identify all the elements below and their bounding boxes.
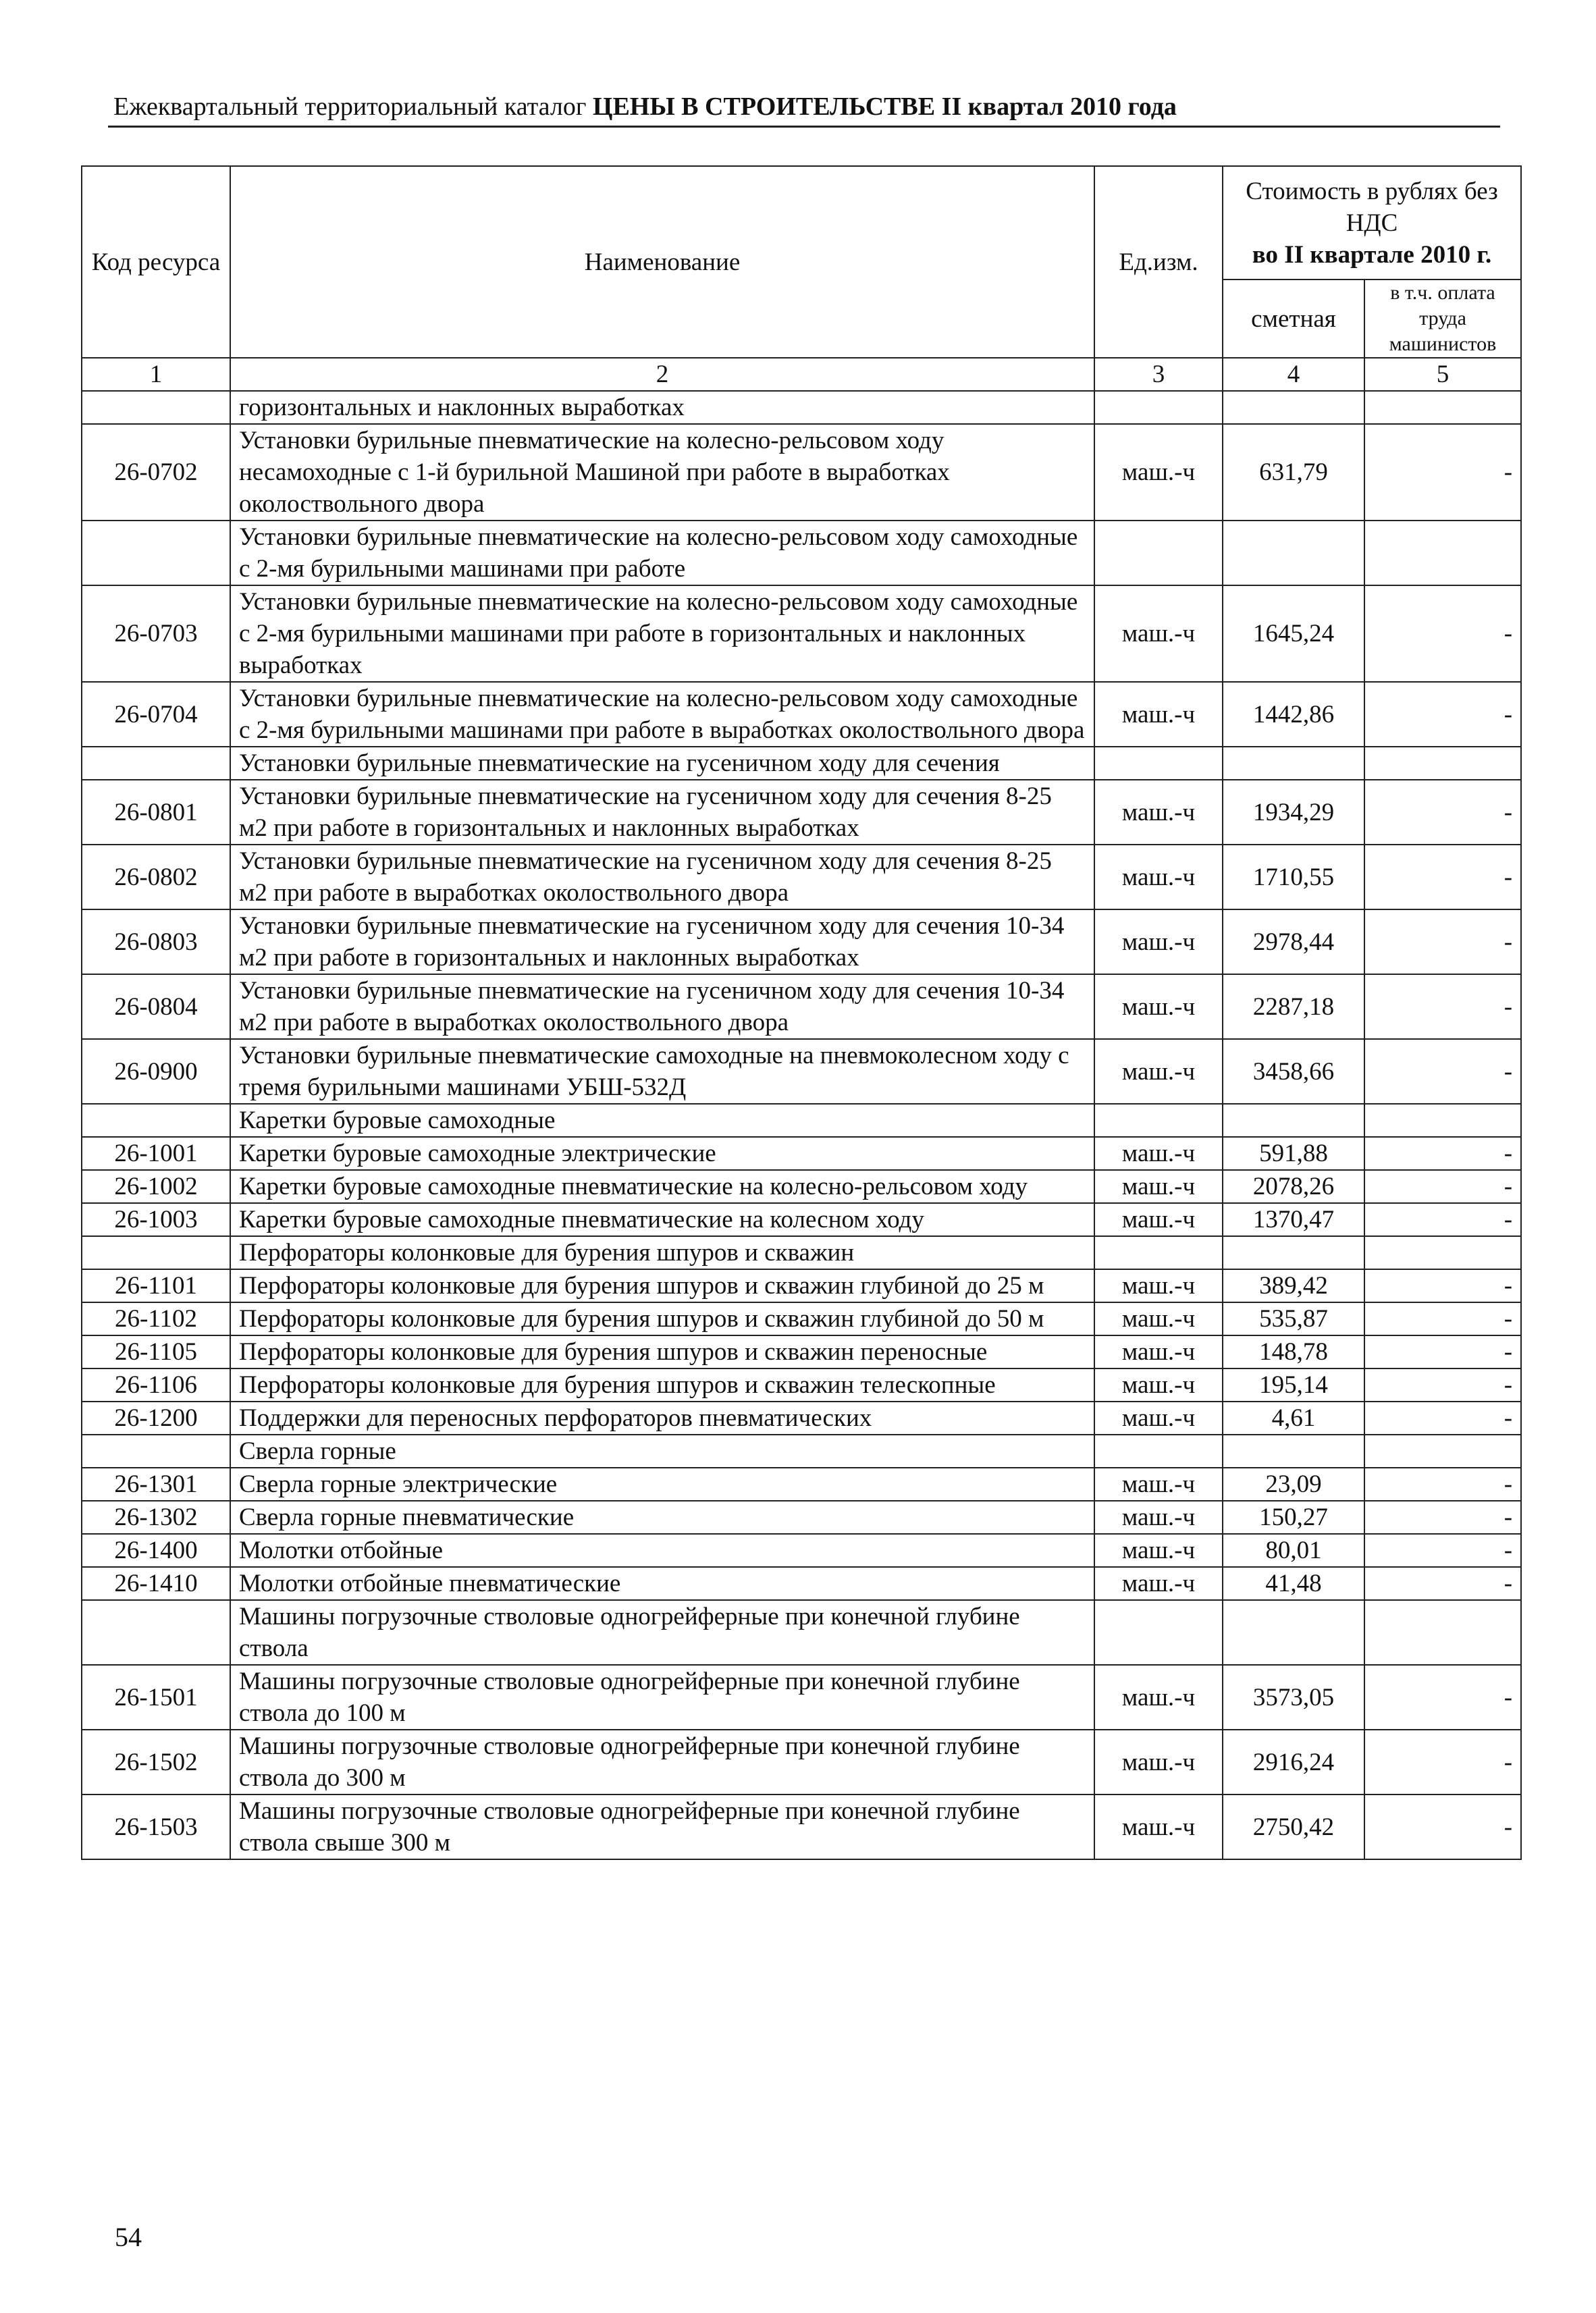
resource-code: 26-0804 — [82, 974, 230, 1039]
catalog-prefix: Ежеквартальный территориальный каталог — [113, 92, 587, 121]
unit-of-measure — [1094, 391, 1223, 424]
estimated-price — [1223, 747, 1364, 780]
estimated-price: 2287,18 — [1223, 974, 1364, 1039]
resource-name: Перфораторы колонковые для бурения шпуров и скважин переносные — [230, 1335, 1094, 1368]
table-row — [82, 1170, 1521, 1203]
operator-labor-cost: - — [1364, 585, 1521, 682]
resource-name: Сверла горные — [230, 1435, 1094, 1468]
estimated-price: 2978,44 — [1223, 909, 1364, 974]
operator-labor-cost: - — [1364, 909, 1521, 974]
resource-name: Молотки отбойные — [230, 1534, 1094, 1567]
operator-labor-cost — [1364, 1236, 1521, 1269]
estimated-price: 41,48 — [1223, 1567, 1364, 1600]
table-row — [82, 747, 1521, 780]
operator-labor-cost: - — [1364, 1794, 1521, 1859]
estimated-price — [1223, 1104, 1364, 1137]
unit-of-measure: маш.-ч — [1094, 974, 1223, 1039]
operator-labor-cost: - — [1364, 1368, 1521, 1402]
table-row — [82, 682, 1521, 747]
column-number: 3 — [1094, 358, 1223, 391]
table-row — [82, 909, 1521, 974]
resource-code: 26-1400 — [82, 1534, 230, 1567]
column-number: 5 — [1364, 358, 1521, 391]
header-cost-group — [1223, 166, 1521, 280]
resource-name: Установки бурильные пневматические самоходные на пневмоколесном ходу с тремя бурильными машинами УБШ-532Д — [230, 1039, 1094, 1104]
estimated-price: 23,09 — [1223, 1468, 1364, 1501]
resource-name: Каретки буровые самоходные — [230, 1104, 1094, 1137]
operator-labor-cost: - — [1364, 682, 1521, 747]
resource-name: Установки бурильные пневматические на колесно-рельсовом ходу самоходные с 2-мя бурильными машинами при работе в горизонтальных и наклонных выработках — [230, 585, 1094, 682]
operator-labor-cost: - — [1364, 1269, 1521, 1302]
table-row — [82, 1335, 1521, 1368]
resource-code: 26-1302 — [82, 1501, 230, 1534]
table-row — [82, 1203, 1521, 1236]
unit-of-measure: маш.-ч — [1094, 1468, 1223, 1501]
catalog-title: ЦЕНЫ В СТРОИТЕЛЬСТВЕ II квартал 2010 года — [592, 92, 1177, 121]
resource-name: Каретки буровые самоходные электрические — [230, 1137, 1094, 1170]
operator-labor-cost: - — [1364, 1468, 1521, 1501]
estimated-price: 3458,66 — [1223, 1039, 1364, 1104]
resource-code: 26-1101 — [82, 1269, 230, 1302]
unit-of-measure — [1094, 1104, 1223, 1137]
resource-code: 26-0704 — [82, 682, 230, 747]
unit-of-measure: маш.-ч — [1094, 1368, 1223, 1402]
estimated-price: 1645,24 — [1223, 585, 1364, 682]
operator-labor-cost: - — [1364, 1567, 1521, 1600]
table-row — [82, 1368, 1521, 1402]
header-cost-period: во II квартале 2010 г. — [1252, 240, 1492, 269]
resource-code — [82, 1236, 230, 1269]
table-row — [82, 521, 1521, 585]
table-row — [82, 1600, 1521, 1665]
resource-name: Машины погрузочные стволовые одногрейферные при конечной глубине ствола до 300 м — [230, 1730, 1094, 1794]
resource-code: 26-0900 — [82, 1039, 230, 1104]
estimated-price: 2916,24 — [1223, 1730, 1364, 1794]
table-row — [82, 424, 1521, 521]
table-row — [82, 1137, 1521, 1170]
estimated-price: 1710,55 — [1223, 845, 1364, 909]
resource-name: Установки бурильные пневматические на колесно-рельсовом ходу самоходные с 2-мя бурильными машинами при работе — [230, 521, 1094, 585]
unit-of-measure: маш.-ч — [1094, 585, 1223, 682]
header-code: Код ресурса — [82, 166, 230, 358]
operator-labor-cost — [1364, 521, 1521, 585]
table-row — [82, 1730, 1521, 1794]
unit-of-measure: маш.-ч — [1094, 1039, 1223, 1104]
unit-of-measure: маш.-ч — [1094, 1501, 1223, 1534]
resource-name: Перфораторы колонковые для бурения шпуров и скважин глубиной до 50 м — [230, 1302, 1094, 1335]
resource-name: Поддержки для переносных перфораторов пневматических — [230, 1402, 1094, 1435]
operator-labor-cost: - — [1364, 1039, 1521, 1104]
resource-code: 26-0801 — [82, 780, 230, 845]
table-row — [82, 585, 1521, 682]
resource-name: Каретки буровые самоходные пневматические на колесно-рельсовом ходу — [230, 1170, 1094, 1203]
unit-of-measure: маш.-ч — [1094, 1203, 1223, 1236]
operator-labor-cost: - — [1364, 1402, 1521, 1435]
operator-labor-cost: - — [1364, 845, 1521, 909]
estimated-price — [1223, 1435, 1364, 1468]
resource-name: Машины погрузочные стволовые одногрейферные при конечной глубине ствола свыше 300 м — [230, 1794, 1094, 1859]
estimated-price: 1370,47 — [1223, 1203, 1364, 1236]
operator-labor-cost: - — [1364, 1730, 1521, 1794]
resource-name: Установки бурильные пневматические на гусеничном ходу для сечения 8-25 м2 при работе в выработках околоствольного двора — [230, 845, 1094, 909]
table-row — [82, 1402, 1521, 1435]
resource-name: Машины погрузочные стволовые одногрейферные при конечной глубине ствола до 100 м — [230, 1665, 1094, 1730]
table-row — [82, 1104, 1521, 1137]
unit-of-measure — [1094, 747, 1223, 780]
resource-name: Сверла горные электрические — [230, 1468, 1094, 1501]
table-row — [82, 845, 1521, 909]
header-labor: в т.ч. оплата труда машинистов — [1364, 280, 1521, 358]
unit-of-measure: маш.-ч — [1094, 424, 1223, 521]
resource-name: Сверла горные пневматические — [230, 1501, 1094, 1534]
header-name: Наименование — [230, 166, 1094, 358]
table-row — [82, 1567, 1521, 1600]
resource-code: 26-1102 — [82, 1302, 230, 1335]
operator-labor-cost: - — [1364, 424, 1521, 521]
unit-of-measure: маш.-ч — [1094, 1269, 1223, 1302]
resource-code — [82, 391, 230, 424]
resource-name: горизонтальных и наклонных выработках — [230, 391, 1094, 424]
unit-of-measure — [1094, 1435, 1223, 1468]
estimated-price: 2078,26 — [1223, 1170, 1364, 1203]
resource-code: 26-1502 — [82, 1730, 230, 1794]
unit-of-measure: маш.-ч — [1094, 1665, 1223, 1730]
unit-of-measure — [1094, 521, 1223, 585]
estimated-price: 195,14 — [1223, 1368, 1364, 1402]
resource-name: Установки бурильные пневматические на гусеничном ходу для сечения 10-34 м2 при работе в выработках околоствольного двора — [230, 974, 1094, 1039]
unit-of-measure: маш.-ч — [1094, 909, 1223, 974]
operator-labor-cost — [1364, 747, 1521, 780]
resource-name: Перфораторы колонковые для бурения шпуров и скважин глубиной до 25 м — [230, 1269, 1094, 1302]
operator-labor-cost: - — [1364, 1302, 1521, 1335]
estimated-price: 591,88 — [1223, 1137, 1364, 1170]
resource-name: Установки бурильные пневматические на гусеничном ходу для сечения 8-25 м2 при работе в горизонтальных и наклонных выработках — [230, 780, 1094, 845]
unit-of-measure: маш.-ч — [1094, 1730, 1223, 1794]
table-row — [82, 780, 1521, 845]
operator-labor-cost: - — [1364, 1665, 1521, 1730]
table-row — [82, 391, 1521, 424]
operator-labor-cost — [1364, 1104, 1521, 1137]
price-table — [81, 165, 1522, 1860]
table-row — [82, 1501, 1521, 1534]
resource-name: Установки бурильные пневматические на гусеничном ходу для сечения — [230, 747, 1094, 780]
estimated-price — [1223, 391, 1364, 424]
estimated-price: 150,27 — [1223, 1501, 1364, 1534]
header-rule — [108, 126, 1500, 128]
operator-labor-cost — [1364, 1600, 1521, 1665]
table-row — [82, 1269, 1521, 1302]
estimated-price: 148,78 — [1223, 1335, 1364, 1368]
operator-labor-cost — [1364, 391, 1521, 424]
column-number: 2 — [230, 358, 1094, 391]
resource-code: 26-0803 — [82, 909, 230, 974]
resource-code: 26-1301 — [82, 1468, 230, 1501]
estimated-price: 389,42 — [1223, 1269, 1364, 1302]
table-row — [82, 1534, 1521, 1567]
operator-labor-cost: - — [1364, 780, 1521, 845]
estimated-price: 1442,86 — [1223, 682, 1364, 747]
resource-name: Установки бурильные пневматические на колесно-рельсовом ходу самоходные с 2-мя бурильными машинами при работе в выработках околоствольного двора — [230, 682, 1094, 747]
operator-labor-cost: - — [1364, 1137, 1521, 1170]
resource-code: 26-1410 — [82, 1567, 230, 1600]
estimated-price — [1223, 1236, 1364, 1269]
unit-of-measure: маш.-ч — [1094, 780, 1223, 845]
estimated-price: 3573,05 — [1223, 1665, 1364, 1730]
estimated-price — [1223, 521, 1364, 585]
resource-code: 26-1105 — [82, 1335, 230, 1368]
unit-of-measure — [1094, 1600, 1223, 1665]
resource-name: Установки бурильные пневматические на гусеничном ходу для сечения 10-34 м2 при работе в горизонтальных и наклонных выработках — [230, 909, 1094, 974]
unit-of-measure: маш.-ч — [1094, 1137, 1223, 1170]
resource-code: 26-1503 — [82, 1794, 230, 1859]
unit-of-measure: маш.-ч — [1094, 1567, 1223, 1600]
table-row — [82, 974, 1521, 1039]
estimated-price: 631,79 — [1223, 424, 1364, 521]
unit-of-measure: маш.-ч — [1094, 1302, 1223, 1335]
table-row — [82, 1236, 1521, 1269]
operator-labor-cost: - — [1364, 1335, 1521, 1368]
resource-code — [82, 1435, 230, 1468]
column-number: 1 — [82, 358, 230, 391]
operator-labor-cost: - — [1364, 974, 1521, 1039]
table-row — [82, 1665, 1521, 1730]
estimated-price: 2750,42 — [1223, 1794, 1364, 1859]
operator-labor-cost — [1364, 1435, 1521, 1468]
table-row — [82, 1039, 1521, 1104]
operator-labor-cost: - — [1364, 1170, 1521, 1203]
header-estimate: сметная — [1223, 280, 1364, 358]
resource-name: Установки бурильные пневматические на колесно-рельсовом ходу несамоходные с 1-й бурильной Машиной при работе в выработках околоствольного двора — [230, 424, 1094, 521]
unit-of-measure — [1094, 1236, 1223, 1269]
estimated-price: 1934,29 — [1223, 780, 1364, 845]
resource-code: 26-0703 — [82, 585, 230, 682]
resource-code — [82, 747, 230, 780]
header-unit: Ед.изм. — [1094, 166, 1223, 358]
resource-name: Каретки буровые самоходные пневматические на колесном ходу — [230, 1203, 1094, 1236]
unit-of-measure: маш.-ч — [1094, 682, 1223, 747]
operator-labor-cost: - — [1364, 1203, 1521, 1236]
table-row — [82, 1794, 1521, 1859]
unit-of-measure: маш.-ч — [1094, 1170, 1223, 1203]
estimated-price: 80,01 — [1223, 1534, 1364, 1567]
resource-code: 26-1003 — [82, 1203, 230, 1236]
resource-name: Перфораторы колонковые для бурения шпуров и скважин — [230, 1236, 1094, 1269]
resource-code — [82, 521, 230, 585]
table-row — [82, 1302, 1521, 1335]
unit-of-measure: маш.-ч — [1094, 845, 1223, 909]
table-row — [82, 1468, 1521, 1501]
resource-code: 26-1501 — [82, 1665, 230, 1730]
operator-labor-cost: - — [1364, 1534, 1521, 1567]
unit-of-measure: маш.-ч — [1094, 1534, 1223, 1567]
resource-code — [82, 1104, 230, 1137]
unit-of-measure: маш.-ч — [1094, 1794, 1223, 1859]
table-row — [82, 1435, 1521, 1468]
unit-of-measure: маш.-ч — [1094, 1335, 1223, 1368]
resource-code: 26-1200 — [82, 1402, 230, 1435]
estimated-price — [1223, 1600, 1364, 1665]
page-header — [113, 86, 1497, 127]
column-number: 4 — [1223, 358, 1364, 391]
resource-code: 26-0702 — [82, 424, 230, 521]
resource-name: Машины погрузочные стволовые одногрейферные при конечной глубине ствола — [230, 1600, 1094, 1665]
estimated-price: 535,87 — [1223, 1302, 1364, 1335]
operator-labor-cost: - — [1364, 1501, 1521, 1534]
resource-name: Молотки отбойные пневматические — [230, 1567, 1094, 1600]
unit-of-measure: маш.-ч — [1094, 1402, 1223, 1435]
resource-code: 26-1001 — [82, 1137, 230, 1170]
resource-code: 26-1106 — [82, 1368, 230, 1402]
resource-code: 26-1002 — [82, 1170, 230, 1203]
header-cost-label: Стоимость в рублях без НДС — [1246, 177, 1498, 237]
resource-name: Перфораторы колонковые для бурения шпуров и скважин телескопные — [230, 1368, 1094, 1402]
resource-code — [82, 1600, 230, 1665]
page-number: 54 — [115, 2222, 142, 2252]
resource-code: 26-0802 — [82, 845, 230, 909]
estimated-price: 4,61 — [1223, 1402, 1364, 1435]
